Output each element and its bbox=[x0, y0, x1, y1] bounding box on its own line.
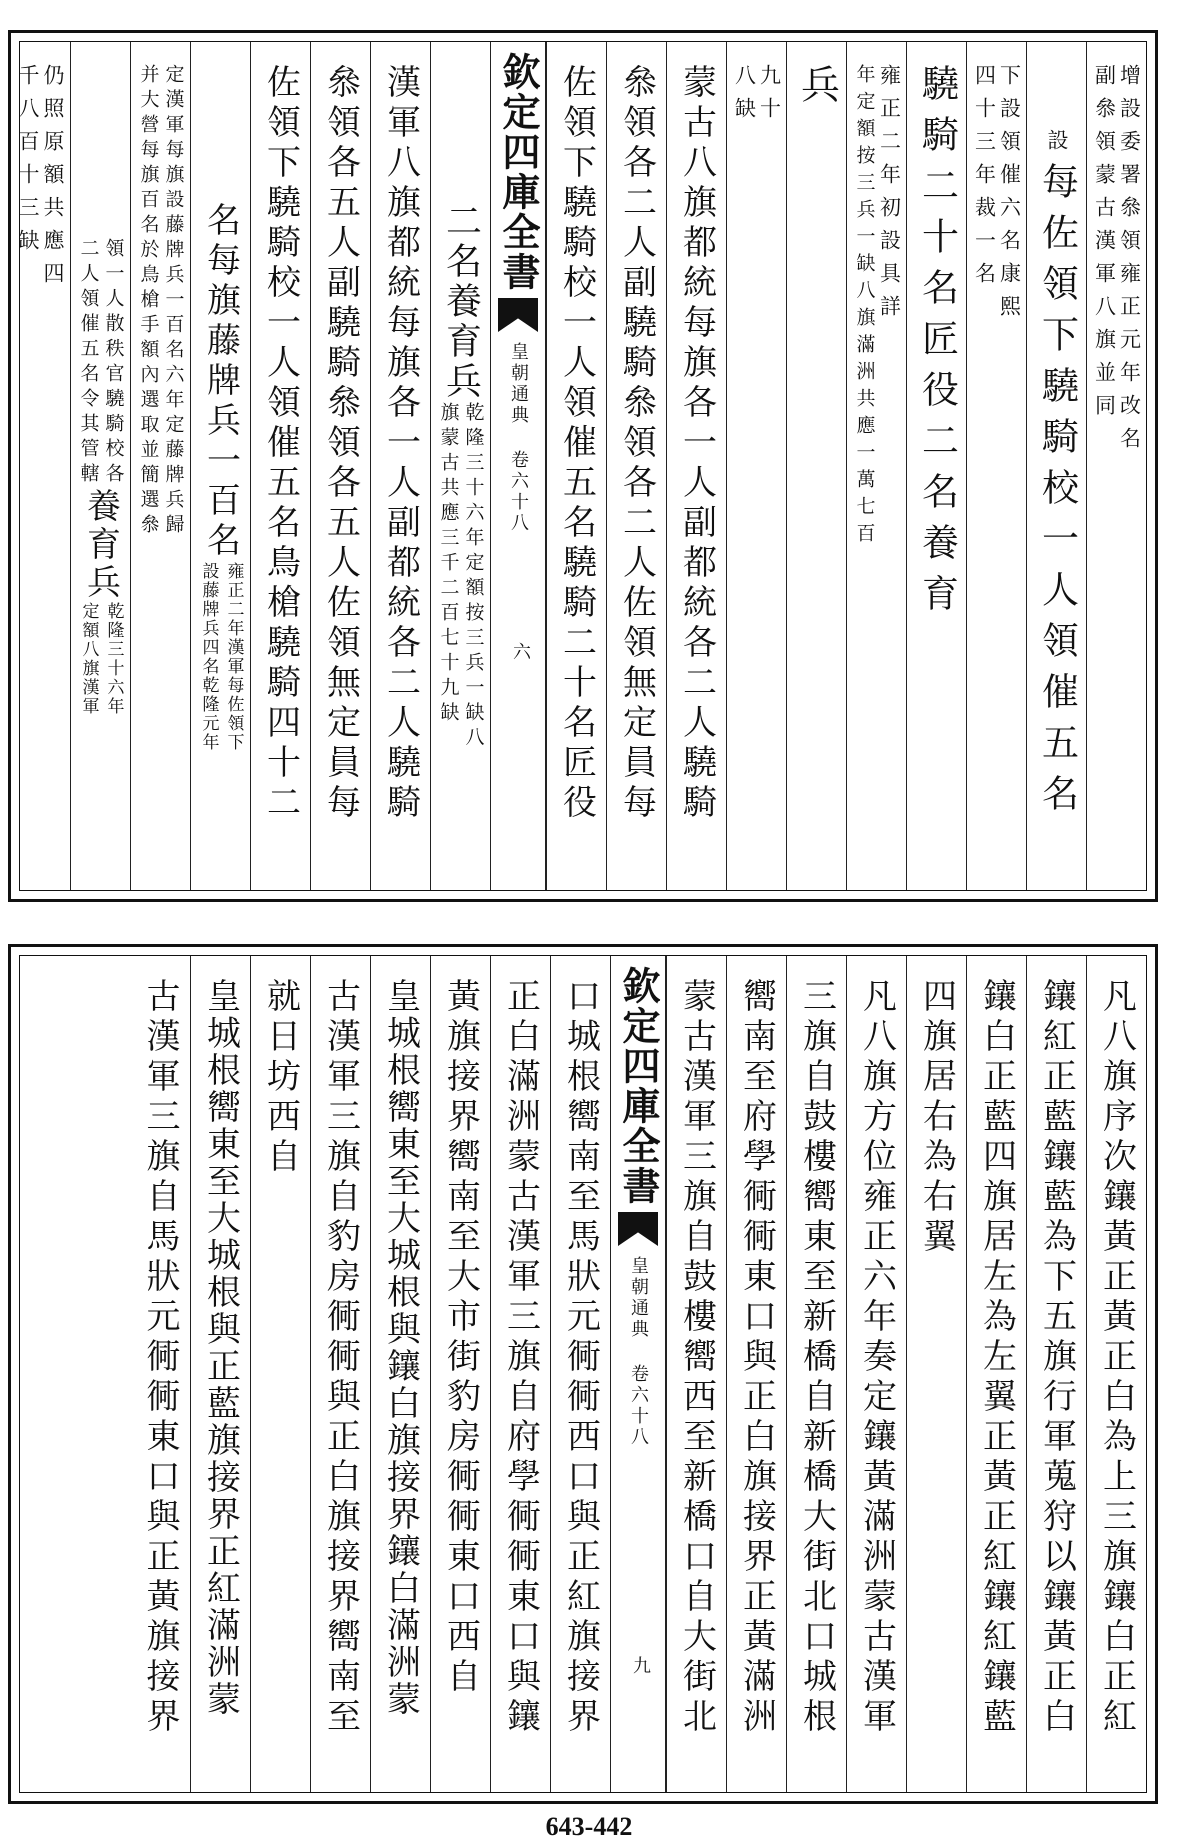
top-col-r9 bbox=[606, 42, 666, 890]
bottom-col-l8 bbox=[130, 956, 190, 1792]
top-col-r3 bbox=[966, 42, 1026, 890]
text-line: 設 bbox=[1045, 129, 1069, 162]
text-line: 仍照原額共應四 bbox=[41, 64, 65, 295]
bottom-col-r3 bbox=[966, 956, 1026, 1792]
text-line: 叅領各五人副驍騎叅領各五人佐領無定員每 bbox=[320, 64, 361, 824]
top-col-l3 bbox=[310, 42, 370, 890]
bottom-col-r5 bbox=[846, 956, 906, 1792]
text-line: 四旗居右為右翼 bbox=[916, 978, 957, 1258]
text-line: 名每旗藤牌兵一百名 bbox=[200, 202, 241, 562]
text-line: 副叅領蒙古漢軍八旗並同 bbox=[1092, 64, 1117, 427]
top-col-l1 bbox=[430, 42, 490, 890]
text-line: 增設委署叅領雍正元年改名 bbox=[1117, 64, 1142, 460]
bottom-col-l1 bbox=[550, 956, 610, 1792]
text-line: 并大營每旗百名於鳥槍手額內選取並簡選叅 bbox=[137, 64, 160, 539]
top-col-r8 bbox=[666, 42, 726, 890]
top-col-r1 bbox=[1086, 42, 1146, 890]
text-line: 佐領下驍騎校一人領催五名鳥槍驍騎四十二 bbox=[260, 64, 301, 824]
page-footer-number: 643-442 bbox=[545, 1812, 633, 1841]
top-col-r4 bbox=[906, 42, 966, 890]
bottom-col-r8 bbox=[666, 956, 726, 1792]
text-line: 定漢軍每旗設藤牌兵一百名六年定藤牌兵歸 bbox=[162, 64, 185, 539]
bottom-col-r1 bbox=[1086, 956, 1146, 1792]
top-col-l4 bbox=[250, 42, 310, 890]
fishtail-mark-icon bbox=[618, 1212, 658, 1246]
top-col-l7 bbox=[70, 42, 130, 890]
top-col-r6 bbox=[786, 42, 846, 890]
chapter-label: 皇朝通典 卷六十八 bbox=[508, 342, 529, 534]
text-line: 設藤牌兵四名乾隆元年 bbox=[198, 562, 219, 752]
fishtail-mark-icon bbox=[498, 298, 538, 332]
text-line: 凡八旗序次鑲黃正黃正白為上三旗鑲白正紅 bbox=[1096, 978, 1137, 1738]
text-line: 口城根嚮南至馬狀元衕衕西口與正紅旗接界 bbox=[560, 978, 601, 1738]
text-line: 每佐領下驍騎校一人領催五名 bbox=[1035, 162, 1079, 825]
bottom-col-l6 bbox=[250, 956, 310, 1792]
text-line: 凡八旗方位雍正六年奏定鑲黃滿洲蒙古漢軍 bbox=[856, 978, 897, 1738]
bottom-col-l7 bbox=[190, 956, 250, 1792]
text-line: 雍正二年初設具詳 bbox=[877, 64, 902, 328]
text-line: 叅領各二人副驍騎叅領各二人佐領無定員每 bbox=[616, 64, 657, 824]
book-title: 欽定四庫全書 bbox=[616, 966, 661, 1206]
text-line: 就日坊西自 bbox=[260, 978, 301, 1178]
text-line: 鑲白正藍四旗居左為左翼正黃正紅鑲紅鑲藍 bbox=[976, 978, 1017, 1738]
text-line: 嚮南至府學衕衕東口與正白旗接界正黃滿洲 bbox=[736, 978, 777, 1738]
text-line: 八缺 bbox=[732, 64, 757, 130]
bottom-col-l4 bbox=[370, 956, 430, 1792]
bottom-col-l3 bbox=[430, 956, 490, 1792]
bottom-col-l5 bbox=[310, 956, 370, 1792]
top-col-l6 bbox=[130, 42, 190, 890]
top-col-l2 bbox=[370, 42, 430, 890]
top-col-r7 bbox=[726, 42, 786, 890]
text-line: 下設領催六名康熙 bbox=[997, 64, 1022, 328]
text-line: 領一人散秩官驍騎校各 bbox=[102, 238, 125, 488]
top-gutter bbox=[490, 42, 546, 890]
bottom-col-r7 bbox=[726, 956, 786, 1792]
text-line: 四十三年裁一名 bbox=[972, 64, 997, 295]
text-line: 漢軍八旗都統每旗各一人副都統各二人驍騎 bbox=[380, 64, 421, 824]
text-line: 年定額按三兵一缺八旗滿洲共應一萬七百 bbox=[853, 64, 876, 550]
text-line: 旗蒙古共應三千二百七十九缺 bbox=[437, 402, 460, 727]
text-line: 佐領下驍騎校一人領催五名驍騎二十名匠役 bbox=[556, 64, 597, 824]
bottom-col-l2 bbox=[490, 956, 550, 1792]
book-title: 欽定四庫全書 bbox=[496, 52, 541, 292]
text-line: 黃旗接界嚮南至大市街豹房衕衕東口西自 bbox=[440, 978, 481, 1698]
text-line: 定額八旗漢軍 bbox=[78, 602, 99, 716]
chapter-label: 皇朝通典 卷六十八 bbox=[628, 1256, 649, 1448]
text-line: 蒙古八旗都統每旗各一人副都統各二人驍騎 bbox=[676, 64, 717, 824]
text-line: 蒙古漢軍三旗自鼓樓嚮西至新橋口自大街北 bbox=[676, 978, 717, 1738]
top-page bbox=[8, 30, 1158, 902]
text-line: 皇城根嚮東至大城根與鑲白旗接界鑲白滿洲蒙 bbox=[380, 978, 421, 1718]
text-line: 古漢軍三旗自馬狀元衕衕東口與正黃旗接界 bbox=[140, 978, 180, 1738]
text-line: 驍騎二十名匠役二名養育 bbox=[915, 64, 959, 625]
text-line: 千八百十三缺 bbox=[16, 64, 40, 262]
text-line: 養育兵 bbox=[80, 488, 121, 602]
bottom-col-r6 bbox=[786, 956, 846, 1792]
text-line: 乾隆三十六年 bbox=[103, 602, 124, 716]
text-line: 兵 bbox=[794, 64, 840, 117]
text-line: 九十 bbox=[757, 64, 782, 130]
text-line: 鑲紅正藍鑲藍為下五旗行軍蒐狩以鑲黃正白 bbox=[1036, 978, 1077, 1738]
top-col-r2 bbox=[1026, 42, 1086, 890]
text-line: 二人領催五名令其管轄 bbox=[77, 238, 100, 488]
bottom-page bbox=[8, 944, 1158, 1804]
text-line: 二名養育兵 bbox=[440, 202, 482, 402]
top-col-r10 bbox=[546, 42, 606, 890]
bottom-gutter bbox=[610, 956, 666, 1792]
text-line: 雍正二年漢軍每佐領下 bbox=[223, 562, 244, 752]
top-page-frame bbox=[16, 41, 1147, 891]
text-line: 皇城根嚮東至大城根與正藍旗接界正紅滿洲蒙 bbox=[200, 978, 241, 1718]
bottom-col-r2 bbox=[1026, 956, 1086, 1792]
bottom-page-frame bbox=[19, 955, 1147, 1793]
page-number: 六 bbox=[510, 642, 531, 660]
page-number: 九 bbox=[630, 1656, 651, 1674]
bottom-col-r4 bbox=[906, 956, 966, 1792]
text-line: 乾隆三十六年定額按三兵一缺八 bbox=[462, 402, 485, 752]
text-line: 正白滿洲蒙古漢軍三旗自府學衕衕東口與鑲 bbox=[500, 978, 541, 1738]
top-col-r5 bbox=[846, 42, 906, 890]
text-line: 古漢軍三旗自豹房衕衕與正白旗接界嚮南至 bbox=[320, 978, 361, 1738]
top-col-l5 bbox=[190, 42, 250, 890]
top-col-l8 bbox=[10, 42, 70, 890]
text-line: 三旗自鼓樓嚮東至新橋自新橋大街北口城根 bbox=[796, 978, 837, 1738]
